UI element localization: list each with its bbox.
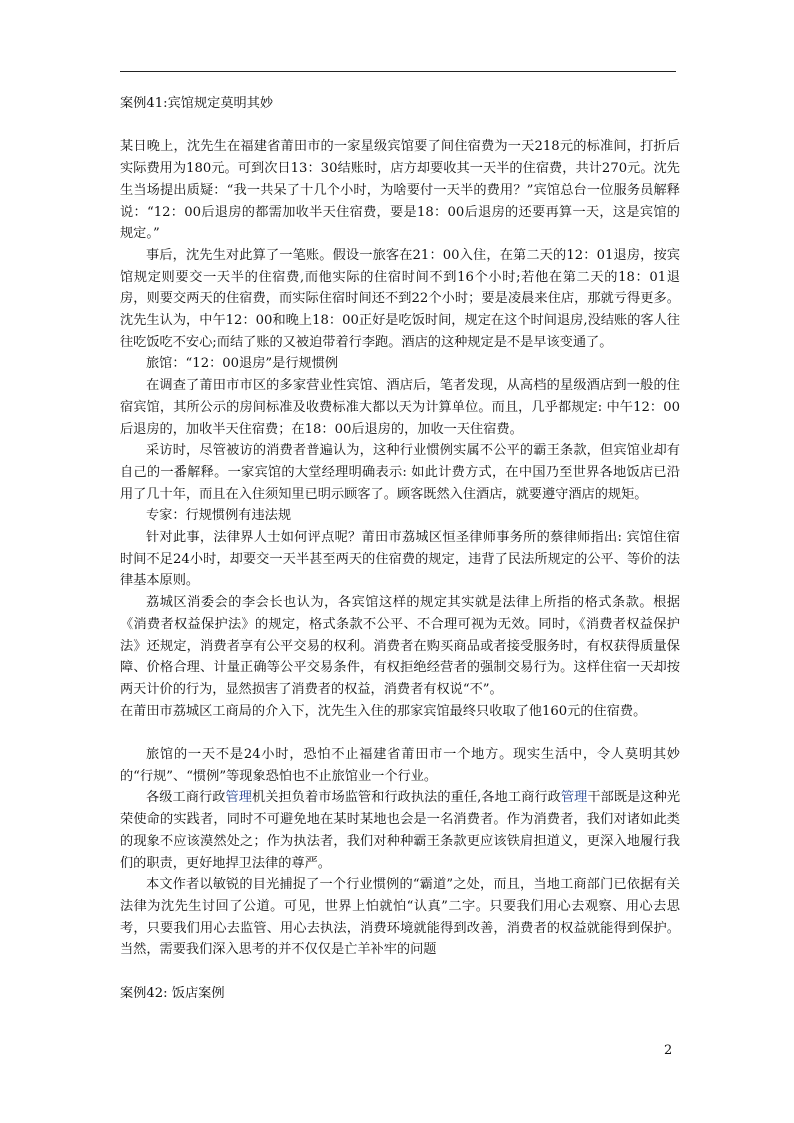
case41-subheading-expert: 专家：行规惯例有违法规 [146, 508, 292, 524]
case42-title: 案例42: 饭店案例 [120, 985, 225, 1001]
document-body [120, 93, 680, 1004]
case41-paragraph-2: 事后，沈先生对此算了一笔账。假设一旅客在21：00入住，在第二天的12：01退房，按宾馆规定则要交一天半的住宿费,而他实际的住宿时间不到16个小时;若他在第二天的18：01退房，则要交两天的住宿费，而实际住宿时间还不到22个小时；要是凌晨来住店，那就亏得更多。沈先生认为，中午12：00和晚上18：00正好是吃饭时间，规定在这个时间退房,没结账的客人往往吃饭吃不安心;而结了账的又被迫带着行李跑。酒店的这种规定是不是早该变通了。 [120, 247, 680, 350]
case41-paragraph-8: 旅馆的一天不是24小时，恐怕不止福建省莆田市一个地方。现实生活中，令人莫明其妙的“行规”、“惯例”等现象恐怕也不止旅馆业一个行业。 [120, 747, 680, 784]
management-link-2[interactable]: 管理 [560, 790, 588, 806]
case41-paragraph-9 [120, 787, 680, 874]
paragraph-9-text-c: 干部既是这种光荣使命的实践者，同时不可避免地在某时某地也会是一名消费者。作为消费者，我们对诸如此类的现象不应该漠然处之；作为执法者，我们对种种霸王条款更应该铁肩担道义，更深入地履行我们的职责，更好地捍卫法律的尊严。 [120, 790, 681, 871]
case41-paragraph-3: 在调查了莆田市市区的多家营业性宾馆、酒店后，笔者发现，从高档的星级酒店到一般的住宿宾馆，其所公示的房间标准及收费标准大都以天为计算单位。而且，几乎都规定: 中午12：00后退房的，加收半天住宿费；在18：00后退房的，加收一天住宿费。 [120, 378, 680, 437]
case41-paragraph-6: 荔城区消委会的李会长也认为，各宾馆这样的规定其实就是法律上所指的格式条款。根据《消费者权益保护法》的规定，格式条款不公平、不合理可视为无效。同时，《消费者权益保护法》还规定，消费者享有公平交易的权利。消费者在购买商品或者接受服务时，有权获得质量保障、价格合理、计量正确等公平交易条件，有权拒绝经营者的强制交易行为。这样住宿一天却按两天计价的行为，显然损害了消费者的权益，消费者有权说“不”。 [120, 595, 680, 697]
spacer [120, 722, 680, 744]
case41-paragraph-7: 在莆田市荔城区工商局的介入下，沈先生入住的那家宾馆最终只收取了他160元的住宿费。 [120, 703, 647, 719]
spacer [120, 961, 680, 983]
management-link-1[interactable]: 管理 [225, 790, 252, 806]
header-rule [120, 71, 676, 72]
paragraph-9-text-b: 机关担负着市场监管和行政执法的重任,各地工商行政 [251, 790, 561, 806]
case41-paragraph-10: 本文作者以敏锐的目光捕捉了一个行业惯例的“霸道”之处，而且，当地工商部门已依据有关法律为沈先生讨回了公道。可见，世界上怕就怕“认真”二字。只要我们用心去观察、用心去思考，只要我们用心去监管、用心去执法，消费环境就能得到改善，消费者的权益就能得到保护。当然，需要我们深入思考的并不仅仅是亡羊补牢的问题 [120, 877, 680, 958]
case41-paragraph-5: 针对此事，法律界人士如何评点呢？莆田市荔城区恒圣律师事务所的蔡律师指出: 宾馆住宿时间不足24小时，却要交一天半甚至两天的住宿费的规定，违背了民法所规定的公平、等价的法律基本原则。 [120, 530, 680, 589]
paragraph-9-text-a: 各级工商行政 [146, 790, 226, 806]
case41-paragraph-1: 某日晚上，沈先生在福建省莆田市的一家星级宾馆要了间住宿费为一天218元的标准间，打折后实际费用为180元。可到次日13：30结账时，店方却要收其一天半的住宿费，共计270元。沈先生当场提出质疑：“我一共呆了十几个小时，为啥要付一天半的费用？”宾馆总台一位服务员解释说：“12：00后退房的都需加收半天住宿费，要是18：00后退房的还要再算一天，这是宾馆的规定。” [120, 139, 680, 242]
case41-subheading-hotel: 旅馆：“12：00退房”是行规惯例 [146, 356, 339, 372]
case41-title: 案例41:宾馆规定莫明其妙 [120, 96, 274, 111]
page-number: 2 [664, 1043, 673, 1058]
case41-paragraph-4: 采访时，尽管被访的消费者普遍认为，这种行业惯例实属不公平的霸王条款，但宾馆业却有自己的一番解释。一家宾馆的大堂经理明确表示: 如此计费方式，在中国乃至世界各地饭店已沿用了几十年，而且在入住须知里已明示顾客了。顾客既然入住酒店，就要遵守酒店的规矩。 [120, 443, 680, 502]
spacer [120, 115, 680, 137]
